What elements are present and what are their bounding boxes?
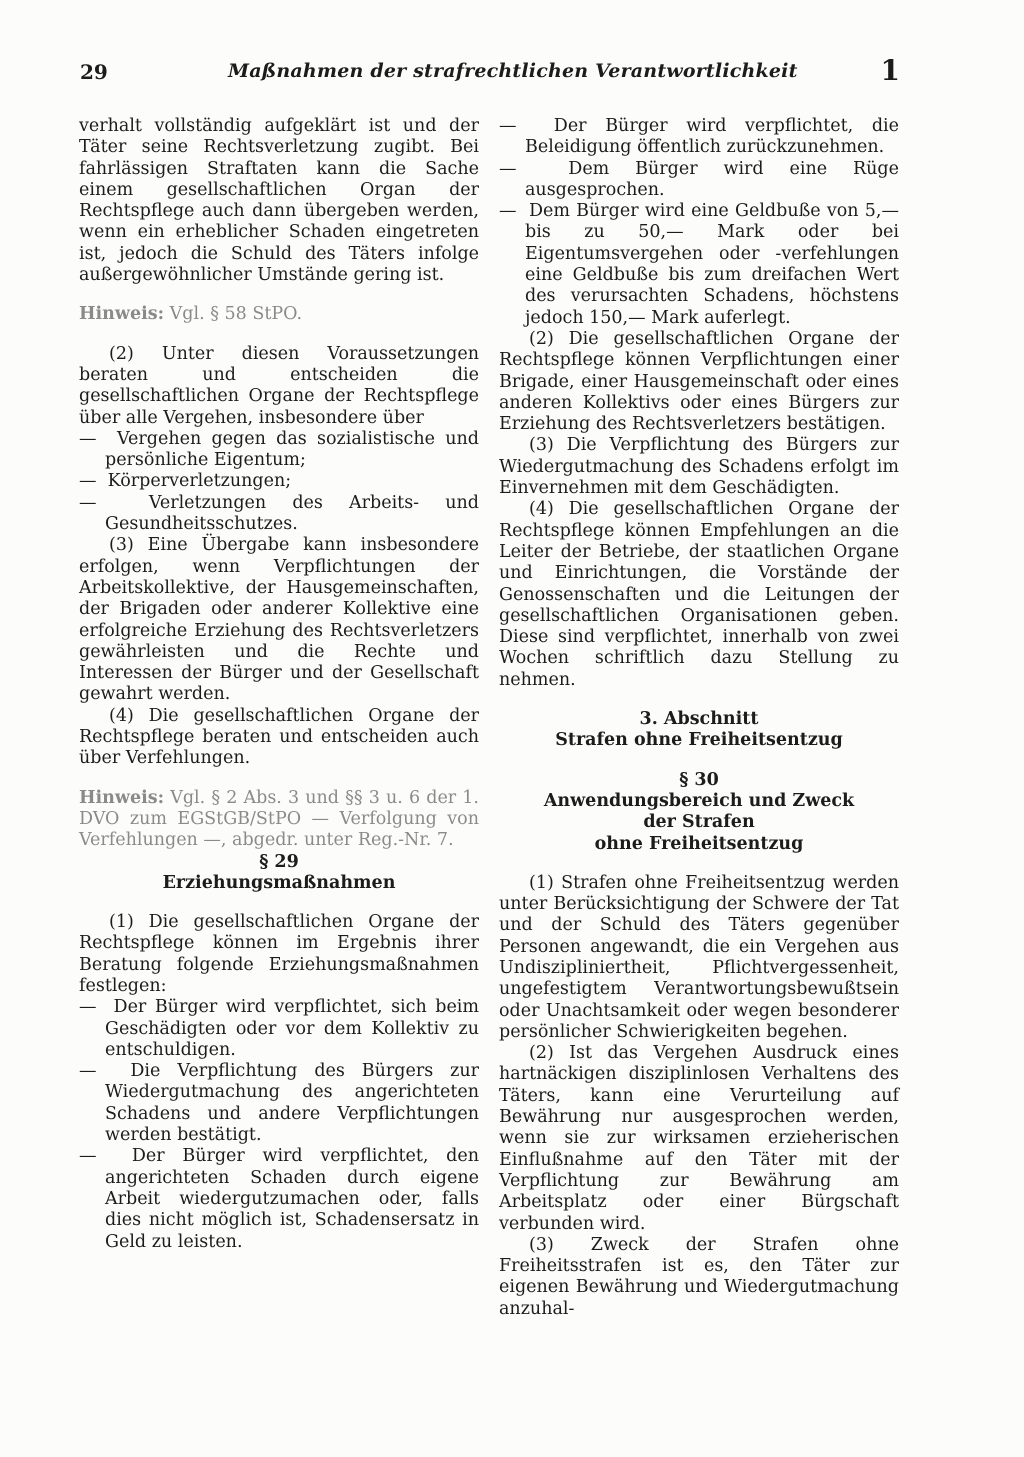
section-29-number: § 29: [259, 851, 299, 872]
paragraph-4: (4) Die gesellschaftlichen Organe der Rechtspflege können Empfehlungen an die Leiter der Betriebe, der staatlichen Organe und Einrichtungen, die Vorstände der Genossenschaften und die Leitungen der gesellschaftlichen Organisationen geben. Diese sind verpflichtet, innerhalb von zwei Wochen schriftlich dazu Stellung zu nehmen.: [499, 499, 899, 690]
section-30-paragraph-1: (1) Strafen ohne Freiheitsentzug werden unter Berücksichtigung der Schwere der Tat und der Schuld des Täters gegenüber Personen angewandt, die ein Vergehen aus Undiszipliniertheit, Pflichtvergessenheit, ungefestigtem Verantwortungsbewußtsein oder Unachtsamkeit oder wegen besonderer persönlicher Schwierigkeiten begehen.: [499, 872, 899, 1042]
list-item: — Der Bürger wird verpflichtet, den angerichteten Schaden durch eigene Arbeit wiedergutzumachen oder, falls dies nicht möglich ist, Schadensersatz in Geld zu leisten.: [79, 1146, 479, 1252]
paragraph-2: (2) Die gesellschaftlichen Organe der Rechtspflege können Verpflichtungen einer Brigade, einer Hausgemeinschaft oder eines anderen Kollektivs oder eines Bürgers zur Erziehung des Rechtsverletzers bestätigen.: [499, 328, 899, 435]
paragraph-continued: verhalt vollständig aufgeklärt ist und der Täter seine Rechtsverletzung zugibt. Bei fahrlässigen Straftaten kann die Sache einem gesellschaftlichen Organ der Rechtspflege auch dann übergeben werden, wenn ein erheblicher Schaden eingetreten ist, jedoch die Schuld des Täters infolge außergewöhnlicher Umstände gering ist.: [79, 116, 479, 286]
page-header: [80, 56, 900, 90]
list-item: — Körperverletzungen;: [79, 471, 292, 492]
note-text: Vgl. § 58 StPO.: [169, 304, 303, 325]
list-item: — Dem Bürger wird eine Geldbuße von 5,— bis zu 50,— Mark oder bei Eigentumsvergehen oder -verfehlungen eine Geldbuße bis zum dreifachen Wert des verursachten Schadens, höchstens jedoch 150,— Mark auferlegt.: [499, 201, 899, 328]
note-reference-2: [79, 788, 479, 852]
chapter-number: 3. Abschnitt: [639, 709, 759, 730]
section-29-paragraph-1: (1) Die gesellschaftlichen Organe der Rechtspflege können im Ergebnis ihrer Beratung folgende Erziehungsmaßnahmen festlegen:: [79, 912, 479, 996]
running-title: Maßnahmen der strafrechtlichen Verantwortlichkeit: [228, 60, 798, 82]
list-item: — Dem Bürger wird eine Rüge ausgesprochen.: [499, 158, 899, 200]
page-number: 29: [80, 60, 108, 84]
list-item: — Der Bürger wird verpflichtet, die Beleidigung öffentlich zurückzunehmen.: [499, 116, 899, 158]
note-reference-1: [79, 304, 479, 325]
section-30-title: Anwendungsbereich und Zweck: [543, 790, 855, 811]
section-30-paragraph-3: (3) Zweck der Strafen ohne Freiheitsstrafen ist es, den Täter zur eigenen Bewährung und Wiedergutmachung anzuhal-: [499, 1234, 899, 1319]
paragraph-4: (4) Die gesellschaftlichen Organe der Rechtspflege beraten und entscheiden auch über Verfehlungen.: [79, 705, 479, 769]
left-column: [79, 116, 479, 1253]
paragraph-3: (3) Die Verpflichtung des Bürgers zur Wiedergutmachung des Schadens erfolgt im Einvernehmen mit dem Geschädigten.: [499, 435, 899, 499]
paragraph-3: (3) Eine Übergabe kann insbesondere erfolgen, wenn Verpflichtungen der Arbeitskollektive, der Hausgemeinschaften, der Brigaden oder anderer Kollektive eine erfolgreiche Erziehung des Rechtsverletzers gewährleisten und die Rechte und Interessen der Bürger und der Gesellschaft gewahrt werden.: [79, 535, 479, 705]
section-30-paragraph-2: (2) Ist das Vergehen Ausdruck eines hartnäckigen disziplinlosen Verhaltens des Täters, kann eine Verurteilung auf Bewährung nur ausgesprochen werden, wenn sie zur wirksamen erzieherischen Einflußnahme auf den Täter mit der Verpflichtung zur Bewährung am Arbeitsplatz oder einer Bürgschaft verbunden wird.: [499, 1043, 899, 1234]
list-item: — Die Verpflichtung des Bürgers zur Wiedergutmachung des angerichteten Schadens und andere Verpflichtungen werden bestätigt.: [79, 1061, 479, 1146]
right-column: [499, 116, 899, 1320]
list-item: — Der Bürger wird verpflichtet, sich beim Geschädigten oder vor dem Kollektiv zu entschuldigen.: [79, 997, 479, 1060]
list-item: — Verletzungen des Arbeits- und Gesundheitsschutzes.: [79, 492, 479, 535]
note-label: Hinweis:: [79, 787, 165, 808]
paragraph-2: (2) Unter diesen Voraussetzungen beraten und entscheiden die gesellschaftlichen Organe der Rechtspflege über alle Vergehen, insbesondere über: [79, 343, 479, 428]
section-30-number: § 30: [679, 769, 719, 790]
section-30-title: ohne Freiheitsentzug: [594, 833, 804, 854]
note-label: Hinweis:: [79, 304, 165, 325]
section-number: 1: [880, 54, 900, 87]
list-item: — Vergehen gegen das sozialistische und persönliche Eigentum;: [79, 428, 479, 471]
section-29-title: Erziehungsmaßnahmen: [162, 872, 396, 893]
section-30-title: der Strafen: [643, 812, 755, 833]
note-text: Vgl. § 2 Abs. 3 und §§ 3 u. 6 der 1. DVO zum EGStGB/StPO — Verfolgung von Verfehlungen —, abgedr. unter Reg.-Nr. 7.: [79, 787, 479, 851]
chapter-title: Strafen ohne Freiheitsentzug: [555, 730, 843, 751]
